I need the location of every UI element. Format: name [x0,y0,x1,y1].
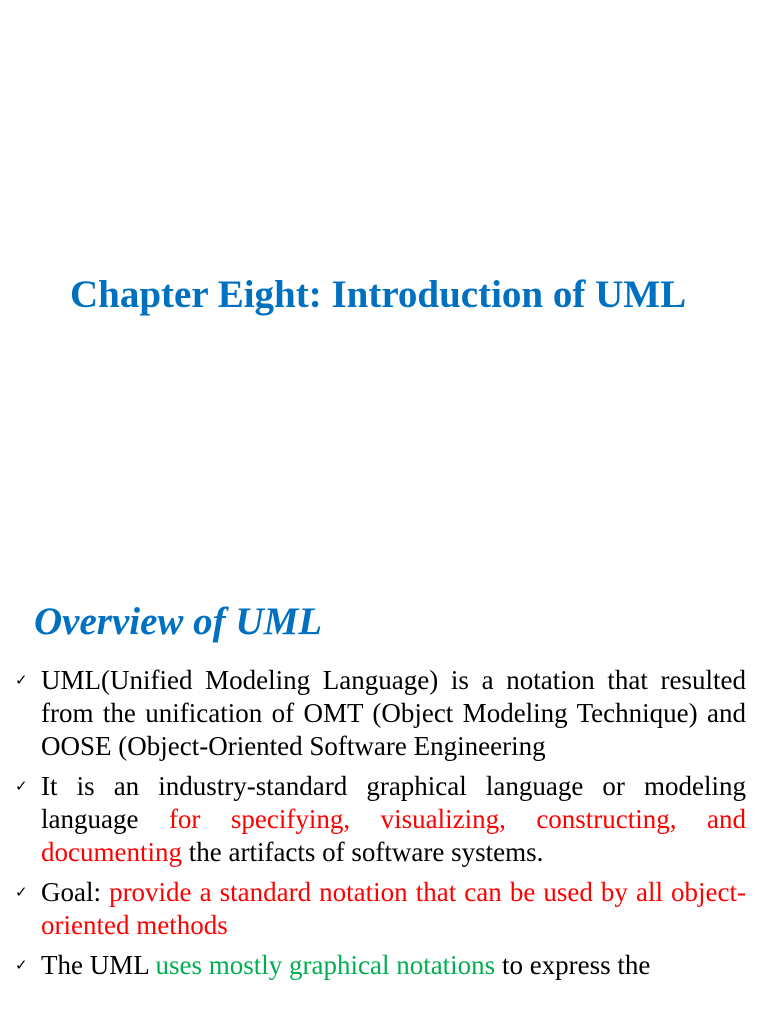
bullet-text-green: uses mostly graphical notations [155,950,496,980]
bullet-text: UML(Unified Modeling Language) is a notation that resulted from the unification of OMT (Object Modeling Technique) and OOSE (Object-Oriented Software Engineering [41,665,746,761]
bullet-text: to express the [495,950,651,980]
section-heading: Overview of UML [34,600,323,643]
bullet-text: Goal: [41,877,110,907]
checkmark-icon: ✓ [15,883,28,901]
bullet-list [0,664,768,989]
bullet-item [0,664,768,763]
bullet-text-red: provide a standard notation that can be used by all object-oriented methods [41,877,746,940]
slide-title: Chapter Eight: Introduction of UML [70,273,687,316]
bullet-text: the artifacts of software systems. [181,837,544,867]
bullet-item [0,876,768,942]
bullet-text: The UML [41,950,156,980]
checkmark-icon: ✓ [15,956,28,974]
checkmark-icon: ✓ [15,777,28,795]
bullet-item [0,949,768,982]
checkmark-icon: ✓ [15,671,28,689]
bullet-item [0,770,768,869]
bullet-text-red: for specifying, visualizing, constructing, and documenting [41,804,746,867]
bullet-text: It is an industry-standard graphical language or modeling language [41,771,746,834]
